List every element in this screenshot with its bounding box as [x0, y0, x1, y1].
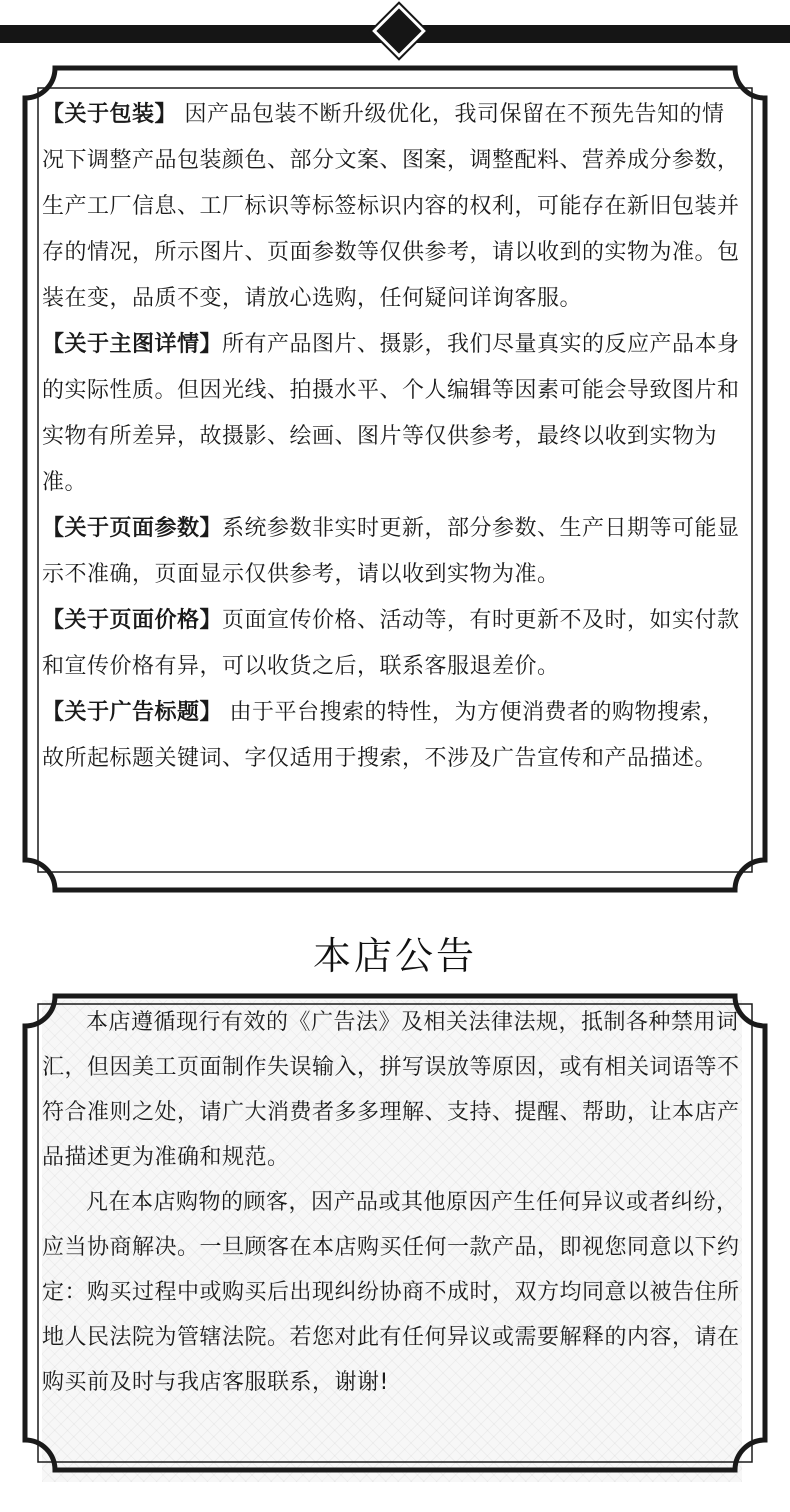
section-ad-title: [42, 690, 742, 782]
notice-content: [42, 1000, 742, 1405]
disclaimer-content: [42, 92, 742, 782]
section-main-images: [42, 322, 742, 506]
section-heading: 【关于包装】: [42, 102, 178, 127]
section-heading: 【关于广告标题】: [42, 700, 223, 725]
section-heading: 【关于页面参数】: [42, 516, 223, 541]
section-page-price: [42, 598, 742, 690]
notice-title: 本店公告: [312, 934, 477, 978]
section-heading: 【关于主图详情】: [42, 332, 223, 357]
section-heading: 【关于页面价格】: [42, 608, 223, 633]
section-body: 所有产品图片、摄影，我们尽量真实的反应产品本身的实际性质。但因光线、拍摄水平、个人编辑等因素可能会导致图片和实物有所差异，故摄影、绘画、图片等仅供参考，最终以收到实物为准。: [42, 332, 740, 495]
section-body: 因产品包装不断升级优化，我司保留在不预先告知的情况下调整产品包装颜色、部分文案、图案，调整配料、营养成分参数，生产工厂信息、工厂标识等标签标识内容的权利，可能存在新旧包装并存的情况，所示图片、页面参数等仅供参考，请以收到的实物为准。包装在变，品质不变，请放心选购，任何疑问详询客服。: [42, 102, 740, 311]
notice-paragraph: 本店遵循现行有效的《广告法》及相关法律法规，抵制各种禁用词汇，但因美工页面制作失误输入，拼写误放等原因，或有相关词语等不符合准则之处，请广大消费者多多理解、支持、提醒、帮助，让本店产品描述更为准确和规范。: [42, 1010, 740, 1170]
diamond-ornament: [372, 4, 426, 58]
section-packaging: [42, 92, 742, 322]
section-body: 由于平台搜索的特性，为方便消费者的购物搜索，故所起标题关键词、字仅适用于搜索，不涉及广告宣传和产品描述。: [42, 700, 725, 771]
section-page-params: [42, 506, 742, 598]
section-body: 页面宣传价格、活动等，有时更新不及时，如实付款和宣传价格有异，可以收货之后，联系客服退差价。: [42, 608, 740, 679]
section-body: 系统参数非实时更新，部分参数、生产日期等可能显示不准确，页面显示仅供参考，请以收到实物为准。: [42, 516, 740, 587]
notice-paragraph: 凡在本店购物的顾客，因产品或其他原因产生任何异议或者纠纷，应当协商解决。一旦顾客在本店购买任何一款产品，即视您同意以下约定：购买过程中或购买后出现纠纷协商不成时，双方均同意以被告住所地人民法院为管辖法院。若您对此有任何异议或需要解释的内容，请在购买前及时与我店客服联系，谢谢!: [42, 1190, 740, 1395]
